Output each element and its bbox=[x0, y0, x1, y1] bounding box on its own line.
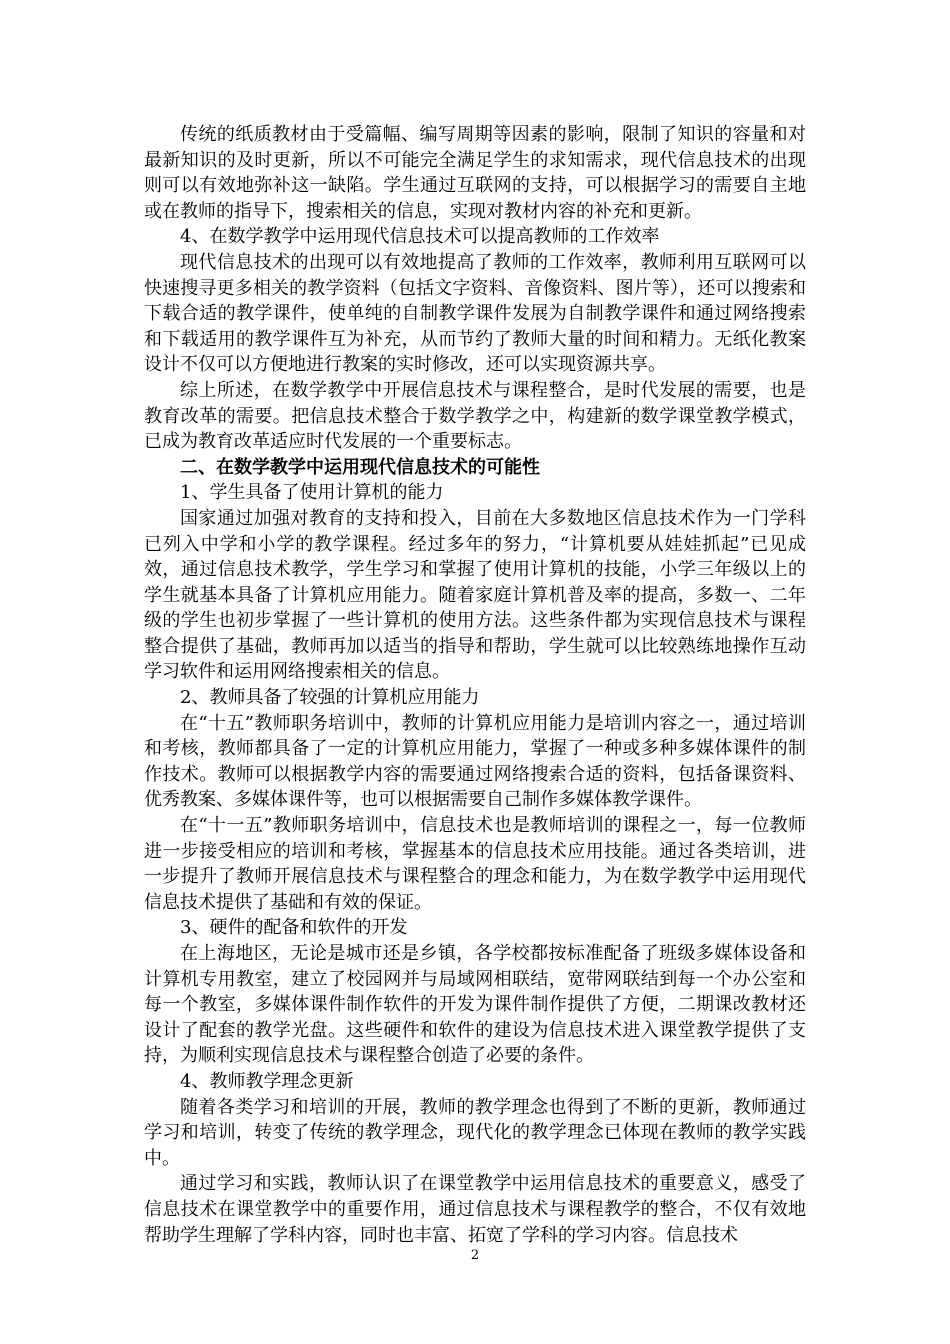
subheading-hardware-software: 3、硬件的配备和软件的开发 bbox=[180, 917, 408, 939]
paragraph-teacher-efficiency: 现代信息技术的出现可以有效地提高了教师的工作效率，教师利用互联网可以快速搜寻更多相关的教学资料（包括文字资料、音像资料、图片等），还可以搜索和下载合适的教学课件，使单纯的自制教学课件发展为自制教学课件和通过网络搜索和下载适用的教学课件互为补充，从而节约了教师大量的时间和精力。无纸化教案设计不仅可以方便地进行教案的实时修改，还可以实现资源共享。 bbox=[144, 251, 806, 376]
paragraph-summary: 综上所述，在数学教学中开展信息技术与课程整合，是时代发展的需要，也是教育改革的需要。把信息技术整合于数学教学之中，构建新的数学课堂教学模式，已成为教育改革适应时代发展的一个重要标志。 bbox=[144, 379, 806, 453]
paragraph-textbook-limits: 传统的纸质教材由于受篇幅、编写周期等因素的影响，限制了知识的容量和对最新知识的及时更新，所以不可能完全满足学生的求知需求，现代信息技术的出现则可以有效地弥补这一缺陷。学生通过互联网的支持，可以根据学习的需要自主地或在教师的指导下，搜索相关的信息，实现对教材内容的补充和更新。 bbox=[144, 124, 806, 222]
subheading-teacher-ability: 2、教师具备了较强的计算机应用能力 bbox=[180, 687, 480, 709]
paragraph-student-ability: 国家通过加强对教育的支持和投入，目前在大多数地区信息技术作为一门学科已列入中学和小学的教学课程。经过多年的努力，“计算机要从娃娃抓起”已见成效，通过信息技术教学，学生学习和掌握了使用计算机的技能，小学三年级以上的学生就基本具备了计算机应用能力。随着家庭计算机普及率的提高，多数一、二年级的学生也初步掌握了一些计算机的使用方法。这些条件都为实现信息技术与课程整合提供了基础，教师再加以适当的指导和帮助，学生就可以比较熟练地操作互动学习软件和运用网络搜索相关的信息。 bbox=[144, 507, 806, 683]
paragraph-practice: 通过学习和实践，教师认识了在课堂教学中运用信息技术的重要意义，感受了信息技术在课堂教学中的重要作用，通过信息技术与课程教学的整合，不仅有效地帮助学生理解了学科内容，同时也丰富、拓宽了学科的学习内容。信息技术 bbox=[144, 1173, 806, 1246]
document-body bbox=[144, 122, 806, 1248]
paragraph-eleventh-five-year-training: 在“十一五”教师职务培训中，信息技术也是教师培训的课程之一，每一位教师进一步接受相应的培训和考核，掌握基本的信息技术应用技能。通过各类培训，进一步提升了教师开展信息技术与课程整合的理念和能力，为在数学教学中运用现代信息技术提供了基础和有效的保证。 bbox=[144, 815, 806, 913]
subheading-student-ability: 1、学生具备了使用计算机的能力 bbox=[180, 482, 444, 504]
paragraph-teaching-philosophy: 随着各类学习和培训的开展，教师的教学理念也得到了不断的更新，教师通过学习和培训，转变了传统的教学理念，现代化的教学理念已体现在教师的教学实践中。 bbox=[144, 1096, 806, 1169]
subheading-teaching-philosophy: 4、教师教学理念更新 bbox=[180, 1070, 354, 1092]
section-heading-feasibility: 二、在数学教学中运用现代信息技术的可能性 bbox=[180, 456, 540, 478]
page-number: 2 bbox=[470, 1248, 480, 1263]
subheading-teacher-efficiency: 4、在数学教学中运用现代信息技术可以提高教师的工作效率 bbox=[180, 226, 660, 248]
paragraph-tenth-five-year-training: 在“十五”教师职务培训中，教师的计算机应用能力是培训内容之一，通过培训和考核，教师都具备了一定的计算机应用能力，掌握了一种或多种多媒体课件的制作技术。教师可以根据教学内容的需要通过网络搜索合适的资料，包括备课资料、优秀教案、多媒体课件等，也可以根据需要自己制作多媒体教学课件。 bbox=[144, 712, 806, 811]
paragraph-hardware-software: 在上海地区，无论是城市还是乡镇，各学校都按标准配备了班级多媒体设备和计算机专用教室，建立了校园网并与局域网相联结，宽带网联结到每一个办公室和每一个教室，多媒体课件制作软件的开发为课件制作提供了方便，二期课改教材还设计了配套的教学光盘。这些硬件和软件的建设为信息技术进入课堂教学提供了支持，为顺利实现信息技术与课程整合创造了必要的条件。 bbox=[144, 943, 806, 1067]
